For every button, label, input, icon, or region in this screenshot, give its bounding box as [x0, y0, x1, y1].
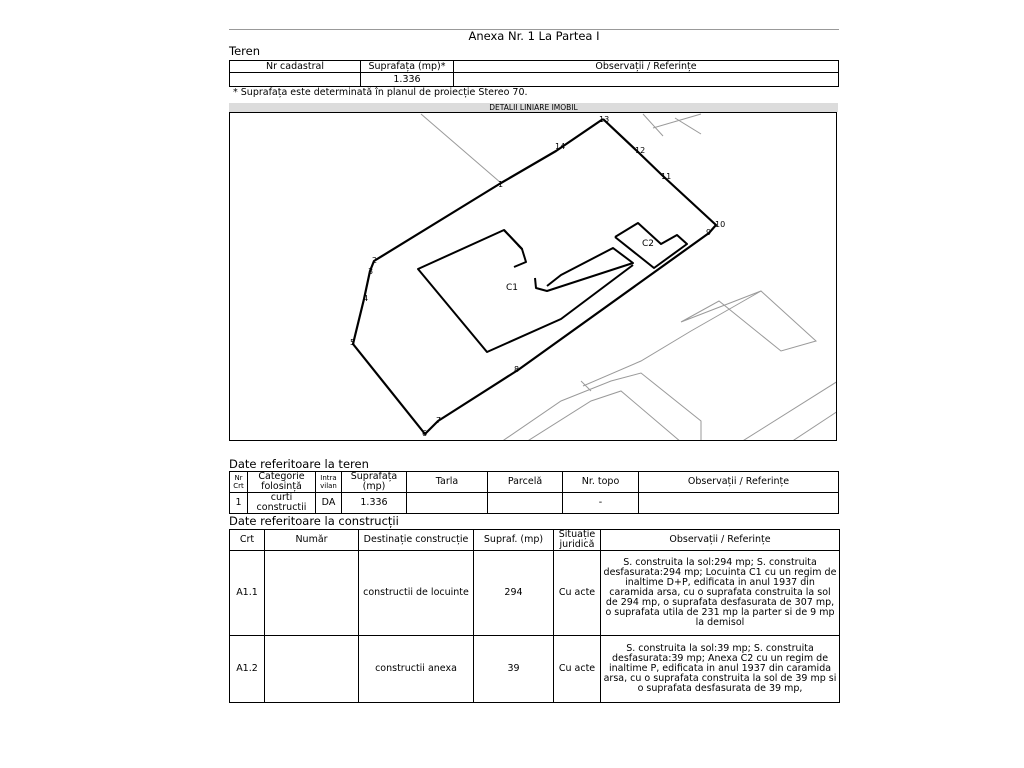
parcel-plan: [229, 112, 837, 441]
table-cell: [488, 493, 563, 514]
table-cell: constructii anexa: [359, 636, 474, 703]
point-label: 1: [498, 180, 504, 189]
point-label: 8: [514, 365, 520, 374]
section-heading-date-teren: Date referitoare la teren: [229, 457, 369, 471]
point-label: 10: [715, 220, 726, 229]
table-cell: Cu acte: [554, 636, 601, 703]
table-cell: [230, 73, 361, 87]
col-header: Suprafața (mp)*: [361, 61, 454, 73]
table-cell: 294: [474, 551, 554, 636]
table-cell: [639, 493, 839, 514]
building-label-c1: C1: [506, 283, 519, 293]
table-cell: curti constructii: [248, 493, 316, 514]
point-label: 4: [363, 294, 369, 303]
point-label: 12: [635, 146, 646, 155]
point-label: 14: [555, 142, 566, 151]
point-label: 7: [436, 416, 442, 425]
col-header: Tarla: [407, 472, 488, 493]
date-constructii-table: [229, 529, 840, 703]
parcel-boundary: [353, 119, 716, 434]
col-header: Nr. topo: [563, 472, 639, 493]
col-header: Situație juridică: [554, 530, 601, 551]
section-heading-date-constructii: Date referitoare la construcții: [229, 514, 399, 528]
table-cell: [265, 551, 359, 636]
table-cell: [407, 493, 488, 514]
col-header: Observații / Referințe: [454, 61, 839, 73]
col-header: Destinație construcție: [359, 530, 474, 551]
col-header: Observații / Referințe: [639, 472, 839, 493]
page-title: Anexa Nr. 1 La Partea I: [468, 29, 600, 43]
table-cell: 1: [230, 493, 248, 514]
col-header: Crt: [230, 530, 265, 551]
point-label: 3: [368, 267, 374, 276]
building-label-c2: C2: [642, 239, 655, 249]
table-cell: [454, 73, 839, 87]
teren-table: [229, 60, 839, 87]
point-label: 9: [706, 228, 712, 237]
point-label: 6: [422, 429, 428, 438]
date-teren-table: [229, 471, 839, 514]
point-label: 5: [350, 338, 356, 347]
col-header: Intra vilan: [316, 472, 342, 493]
table-cell: -: [563, 493, 639, 514]
point-label: 13: [599, 115, 610, 124]
table-cell: constructii de locuinte: [359, 551, 474, 636]
col-header: Nr Crt: [230, 472, 248, 493]
col-header: Categorie folosință: [248, 472, 316, 493]
col-header: Observații / Referințe: [601, 530, 840, 551]
col-header: Nr cadastral: [230, 61, 361, 73]
col-header: Supraf. (mp): [474, 530, 554, 551]
projection-note: * Suprafața este determinată în planul de proiecție Stereo 70.: [233, 87, 528, 98]
section-heading-teren: Teren: [229, 44, 260, 58]
table-cell: 1.336: [361, 73, 454, 87]
col-header: Suprafața (mp): [342, 472, 407, 493]
table-cell: 1.336: [342, 493, 407, 514]
building-c1-outline: [418, 230, 633, 352]
point-label: 11: [661, 172, 672, 181]
table-cell: [265, 636, 359, 703]
col-header: Parcelă: [488, 472, 563, 493]
point-labels: [350, 115, 725, 438]
table-cell: S. construita la sol:39 mp; S. construita desfasurata:39 mp; Anexa C2 cu un regim de inaltime P, edificata in anul 1937 din caramida arsa, cu o suprafata construita la sol de 39 mp si o suprafata desfasurata de 39 mp,: [601, 636, 840, 703]
table-cell: S. construita la sol:294 mp; S. construita desfasurata:294 mp; Locuinta C1 cu un regim de inaltime D+P, edificata in anul 1937 din caramida arsa, cu o suprafata construita la sol de 294 mp, o suprafata desfasurata de 307 mp, o suprafata utila de 231 mp la parter si de 9 mp la demisol: [601, 551, 840, 636]
col-header: Număr: [265, 530, 359, 551]
point-label: 2: [372, 256, 378, 265]
table-cell: A1.1: [230, 551, 265, 636]
table-cell: Cu acte: [554, 551, 601, 636]
table-cell: A1.2: [230, 636, 265, 703]
table-cell: DA: [316, 493, 342, 514]
table-cell: 39: [474, 636, 554, 703]
detalii-bar: DETALII LINIARE IMOBIL: [229, 103, 838, 112]
parcel-plan-drawing: [230, 113, 837, 441]
